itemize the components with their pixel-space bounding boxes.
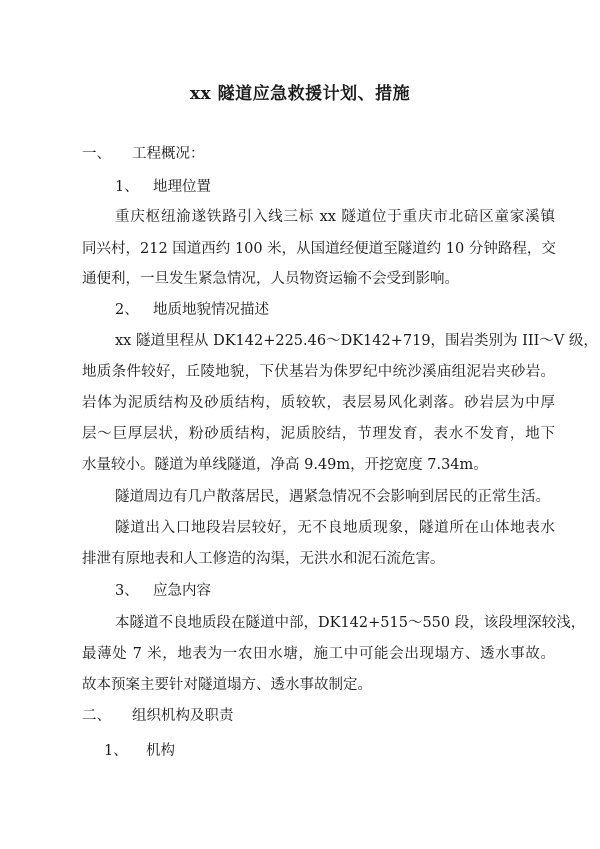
section-1-title: 工程概况： xyxy=(132,146,205,162)
paragraph-line: 故本预案主要针对隧道塌方、透水事故制定。 xyxy=(82,677,372,693)
section-1-heading xyxy=(82,144,522,164)
paragraph-line: 重庆枢纽渝遂铁路引入线三标 xx 隧道位于重庆市北碚区童家溪镇 xyxy=(115,209,555,225)
section-1-number: 一、 xyxy=(82,146,111,162)
paragraph-line: 通便利，一旦发生紧急情况，人员物资运输不会受到影响。 xyxy=(82,271,459,287)
subsection-3-title: 应急内容 xyxy=(153,583,211,599)
document-title: xx 隧道应急救援计划、措施 xyxy=(189,84,411,104)
section-2-subsection-1-heading xyxy=(104,741,544,761)
section-2-title: 组织机构及职责 xyxy=(132,708,234,724)
paragraph-line: 本隧道不良地质段在隧道中部，DK142+515～550 段，该段埋深较浅， xyxy=(115,615,586,631)
section-2-heading xyxy=(82,706,522,726)
subsection-2-number: 2、 xyxy=(115,302,139,318)
paragraph-line: 层～巨厚层状，粉砂质结构，泥质胶结，节理发育，表水不发育，地下 xyxy=(82,426,555,442)
subsection-3-heading xyxy=(115,581,555,601)
paragraph-line: 隧道周边有几户散落居民，遇紧急情况不会影响到居民的正常生活。 xyxy=(115,489,550,505)
paragraph-line: xx 隧道里程从 DK142+225.46～DK142+719，围岩类别为 III～V 级， xyxy=(115,333,598,349)
subsection-3-number: 3、 xyxy=(115,583,139,599)
section-2-subsection-1-title: 机构 xyxy=(146,743,175,759)
subsection-2-title: 地质地貌情况描述 xyxy=(153,302,269,318)
paragraph-line: 隧道出入口地段岩层较好，无不良地质现象，隧道所在山体地表水 xyxy=(115,520,555,536)
section-2-subsection-1-number: 1、 xyxy=(104,743,128,759)
subsection-1-number: 1、 xyxy=(115,179,139,195)
subsection-1-title: 地理位置 xyxy=(153,179,211,195)
paragraph-line: 岩体为泥质结构及砂质结构，质较软，表层易风化剥落。砂岩层为中厚 xyxy=(82,395,555,411)
subsection-2-heading xyxy=(115,300,555,320)
paragraph-line: 排泄有原地表和人工修造的沟渠，无洪水和泥石流危害。 xyxy=(82,551,445,567)
section-2-number: 二、 xyxy=(82,708,111,724)
paragraph-line: 同兴村，212 国道西约 100 米，从国道经便道至隧道约 10 分钟路程，交 xyxy=(82,241,556,257)
paragraph-line: 最薄处 7 米，地表为一农田水塘，施工中可能会出现塌方、透水事故。 xyxy=(82,646,555,662)
paragraph-line: 地质条件较好，丘陵地貌，下伏基岩为侏罗纪中统沙溪庙组泥岩夹砂岩。 xyxy=(82,364,555,380)
paragraph-line: 水量较小。隧道为单线隧道，净高 9.49m，开挖宽度 7.34m。 xyxy=(82,457,488,473)
subsection-1-heading xyxy=(115,177,555,197)
